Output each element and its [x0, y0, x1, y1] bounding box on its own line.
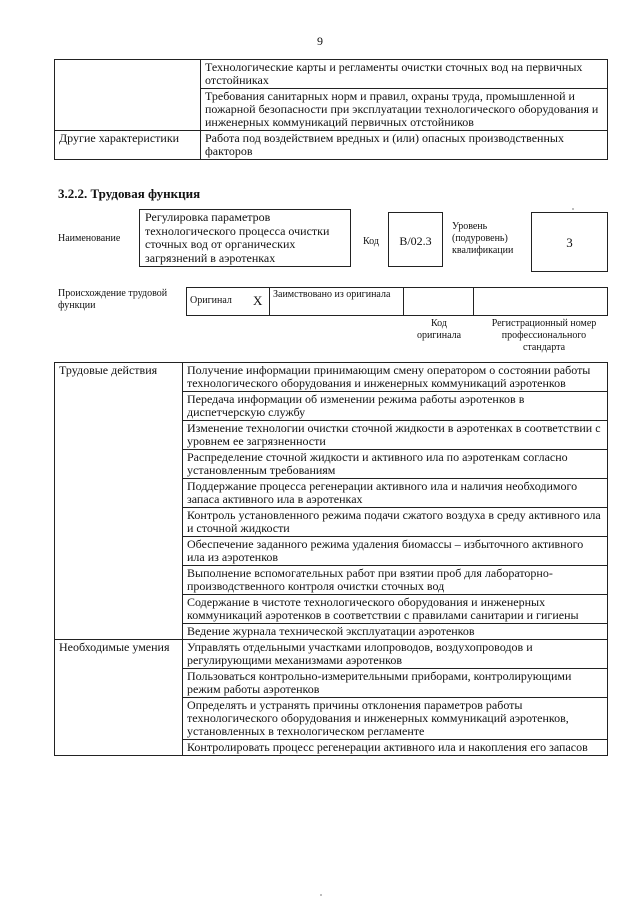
origin-divider-3 — [473, 288, 474, 315]
function-name-box: Регулировка параметров технологического процесса очистки сточных вод от органических загрязнений в аэротенках — [139, 209, 351, 267]
scan-speck — [320, 894, 322, 896]
row-item: Содержание в чистоте технологического оборудования и инженерных коммуникаций аэротенков в соответствии с правилами санитарии и гигиены — [183, 595, 608, 624]
code-label: Код — [363, 236, 379, 247]
characteristics-row — [55, 131, 608, 160]
labor-function-row — [55, 363, 608, 392]
page-number: 9 — [317, 34, 323, 48]
row-item: Выполнение вспомогательных работ при взятии проб для лабораторно-производственного контроля очистки сточных вод — [183, 566, 608, 595]
registration-number-caption: Регистрационный номер профессионального стандарта — [491, 318, 597, 353]
row-item: Распределение сточной жидкости и активного ила по аэротенкам согласно установленным требованиям — [183, 450, 608, 479]
labor-function-row — [55, 640, 608, 669]
row-item: Пользоваться контрольно-измерительными приборами, контролирующими режим работы аэротенков — [183, 669, 608, 698]
original-mark: X — [253, 293, 263, 308]
origin-row — [186, 287, 608, 316]
row-item: Передача информации об изменении режима работы аэротенков в диспетчерскую службу — [183, 392, 608, 421]
section-heading: 3.2.2. Трудовая функция — [58, 186, 201, 201]
origin-divider-2 — [403, 288, 404, 315]
row-label: Необходимые умения — [55, 640, 183, 756]
row-item: Технологические карты и регламенты очистки сточных вод на первичных отстойниках — [201, 60, 608, 89]
row-item: Контролировать процесс регенерации активного ила и накопления его запасов — [183, 740, 608, 756]
origin-divider-1 — [269, 288, 270, 315]
row-label: Трудовые действия — [55, 363, 183, 640]
scan-speck — [572, 208, 574, 210]
original-label: Оригинал — [190, 295, 232, 306]
row-label — [55, 60, 201, 131]
level-box: 3 — [531, 212, 608, 272]
row-item: Поддержание процесса регенерации активного ила и наличия необходимого запаса активного ила в аэротенках — [183, 479, 608, 508]
row-item: Контроль установленного режима подачи сжатого воздуха в среду активного ила и сточной жидкости — [183, 508, 608, 537]
code-original-caption: Код оригинала — [416, 318, 462, 341]
row-item: Определять и устранять причины отклонения параметров работы технологического оборудования и инженерных коммуникаций аэротенков, установленных в технологическом регламенте — [183, 698, 608, 740]
level-label: Уровень (подуровень) квалификации — [452, 221, 514, 256]
name-label: Наименование — [58, 233, 121, 244]
row-item: Ведение журнала технической эксплуатации аэротенков — [183, 624, 608, 640]
borrowed-label: Заимствовано из оригинала — [273, 289, 391, 300]
row-item: Обеспечение заданного режима удаления биомассы – избыточного активного ила из аэротенков — [183, 537, 608, 566]
function-code-box: B/02.3 — [388, 212, 443, 267]
row-label: Другие характеристики — [55, 131, 201, 160]
row-item: Работа под воздействием вредных и (или) опасных производственных факторов — [201, 131, 608, 160]
labor-function-table — [54, 362, 608, 756]
row-item: Требования санитарных норм и правил, охраны труда, промышленной и пожарной безопасности при эксплуатации технологического оборудования и инженерных коммуникаций первичных отстойников — [201, 89, 608, 131]
characteristics-row — [55, 60, 608, 89]
origin-label: Происхождение трудовой функции — [58, 288, 168, 311]
row-item: Изменение технологии очистки сточной жидкости в аэротенках в соответствии с уровнем ее загрязненности — [183, 421, 608, 450]
top-characteristics-table — [54, 59, 608, 160]
row-item: Получение информации принимающим смену оператором о состоянии работы технологического оборудования и инженерных коммуникаций аэротенков — [183, 363, 608, 392]
row-item: Управлять отдельными участками илопроводов, воздухопроводов и регулирующими механизмами аэротенков — [183, 640, 608, 669]
